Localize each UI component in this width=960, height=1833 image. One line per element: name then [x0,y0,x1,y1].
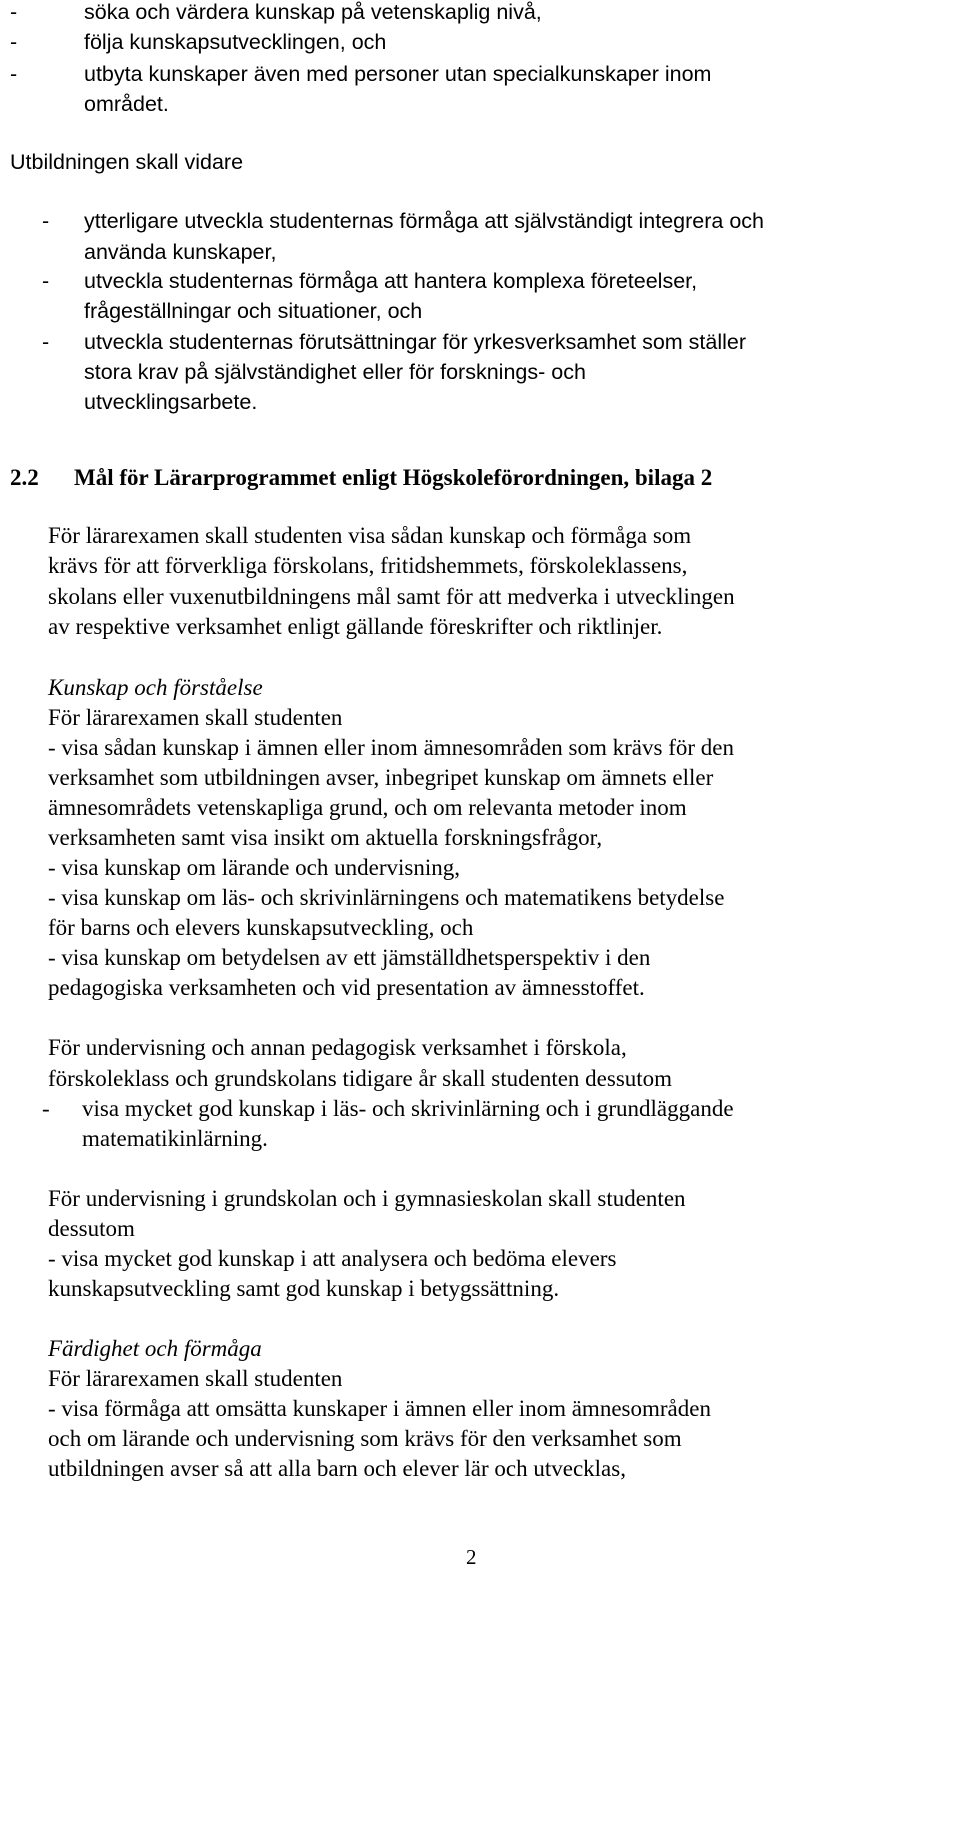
list-item-line: utbyta kunskaper även med personer utan specialkunskaper inom [84,62,712,86]
paragraph-line: dessutom [48,1216,135,1241]
subheading-fardighet: Färdighet och förmåga [48,1336,262,1361]
paragraph-line: kunskapsutveckling samt god kunskap i betygssättning. [48,1276,560,1301]
list-item-line: ytterligare utveckla studenternas förmåga att självständigt integrera och [84,209,765,233]
paragraph-line: För lärarexamen skall studenten [48,1366,343,1391]
list-dash: - [10,30,18,54]
paragraph-line: - visa kunskap om lärande och undervisning, [48,855,460,880]
list-item-line: stora krav på självständighet eller för forsknings- och [84,360,586,384]
paragraph-intro: Utbildningen skall vidare [10,150,244,174]
paragraph-line: - visa förmåga att omsätta kunskaper i ämnen eller inom ämnesområden [48,1396,711,1421]
paragraph-line: krävs för att förverkliga förskolans, fritidshemmets, förskoleklassens, [48,553,688,578]
list-dash: - [42,209,50,233]
list-dash: - [10,62,18,86]
paragraph-line: och om lärande och undervisning som krävs för den verksamhet som [48,1426,682,1451]
list-item-line: området. [84,92,169,116]
section-number: 2.2 [10,465,39,490]
list-item-line: frågeställningar och situationer, och [84,299,423,323]
list-item-line: visa mycket god kunskap i läs- och skrivinlärning och i grundläggande [82,1096,734,1121]
paragraph-line: - visa kunskap om betydelsen av ett jämställdhetsperspektiv i den [48,945,651,970]
list-item-line: använda kunskaper, [84,240,277,264]
list-dash: - [42,330,50,354]
list-item-line: utvecklingsarbete. [84,390,258,414]
paragraph-line: för barns och elevers kunskapsutveckling, och [48,915,474,940]
paragraph-line: förskoleklass och grundskolans tidigare år skall studenten dessutom [48,1066,673,1091]
paragraph-line: - visa mycket god kunskap i att analysera och bedöma elevers [48,1246,617,1271]
list-item-line: söka och värdera kunskap på vetenskaplig nivå, [84,0,542,24]
list-item-line: matematikinlärning. [82,1126,268,1151]
paragraph-line: av respektive verksamhet enligt gällande föreskrifter och riktlinjer. [48,614,663,639]
paragraph-line: För undervisning i grundskolan och i gymnasieskolan skall studenten [48,1186,686,1211]
paragraph-line: För undervisning och annan pedagogisk verksamhet i förskola, [48,1035,627,1060]
page-number: 2 [466,1545,477,1569]
list-item-line: följa kunskapsutvecklingen, och [84,30,387,54]
list-item-line: utveckla studenternas förutsättningar för yrkesverksamhet som ställer [84,330,747,354]
list-dash: - [10,0,18,24]
paragraph-line: För lärarexamen skall studenten visa sådan kunskap och förmåga som [48,523,692,548]
paragraph-line: ämnesområdets vetenskapliga grund, och om relevanta metoder inom [48,795,687,820]
paragraph-line: - visa sådan kunskap i ämnen eller inom ämnesområden som krävs för den [48,735,734,760]
section-title: Mål för Lärarprogrammet enligt Högskoleförordningen, bilaga 2 [74,465,713,490]
subheading-kunskap: Kunskap och förståelse [48,675,263,700]
paragraph-line: skolans eller vuxenutbildningens mål samt för att medverka i utvecklingen [48,584,735,609]
paragraph-line: För lärarexamen skall studenten [48,705,343,730]
list-dash: - [42,1096,50,1121]
list-dash: - [42,269,50,293]
paragraph-line: verksamhet som utbildningen avser, inbegripet kunskap om ämnets eller [48,765,714,790]
paragraph-line: - visa kunskap om läs- och skrivinlärningens och matematikens betydelse [48,885,725,910]
list-item-line: utveckla studenternas förmåga att hantera komplexa företeelser, [84,269,698,293]
paragraph-line: utbildningen avser så att alla barn och elever lär och utvecklas, [48,1456,626,1481]
paragraph-line: verksamheten samt visa insikt om aktuella forskningsfrågor, [48,825,603,850]
paragraph-line: pedagogiska verksamheten och vid presentation av ämnesstoffet. [48,975,645,1000]
